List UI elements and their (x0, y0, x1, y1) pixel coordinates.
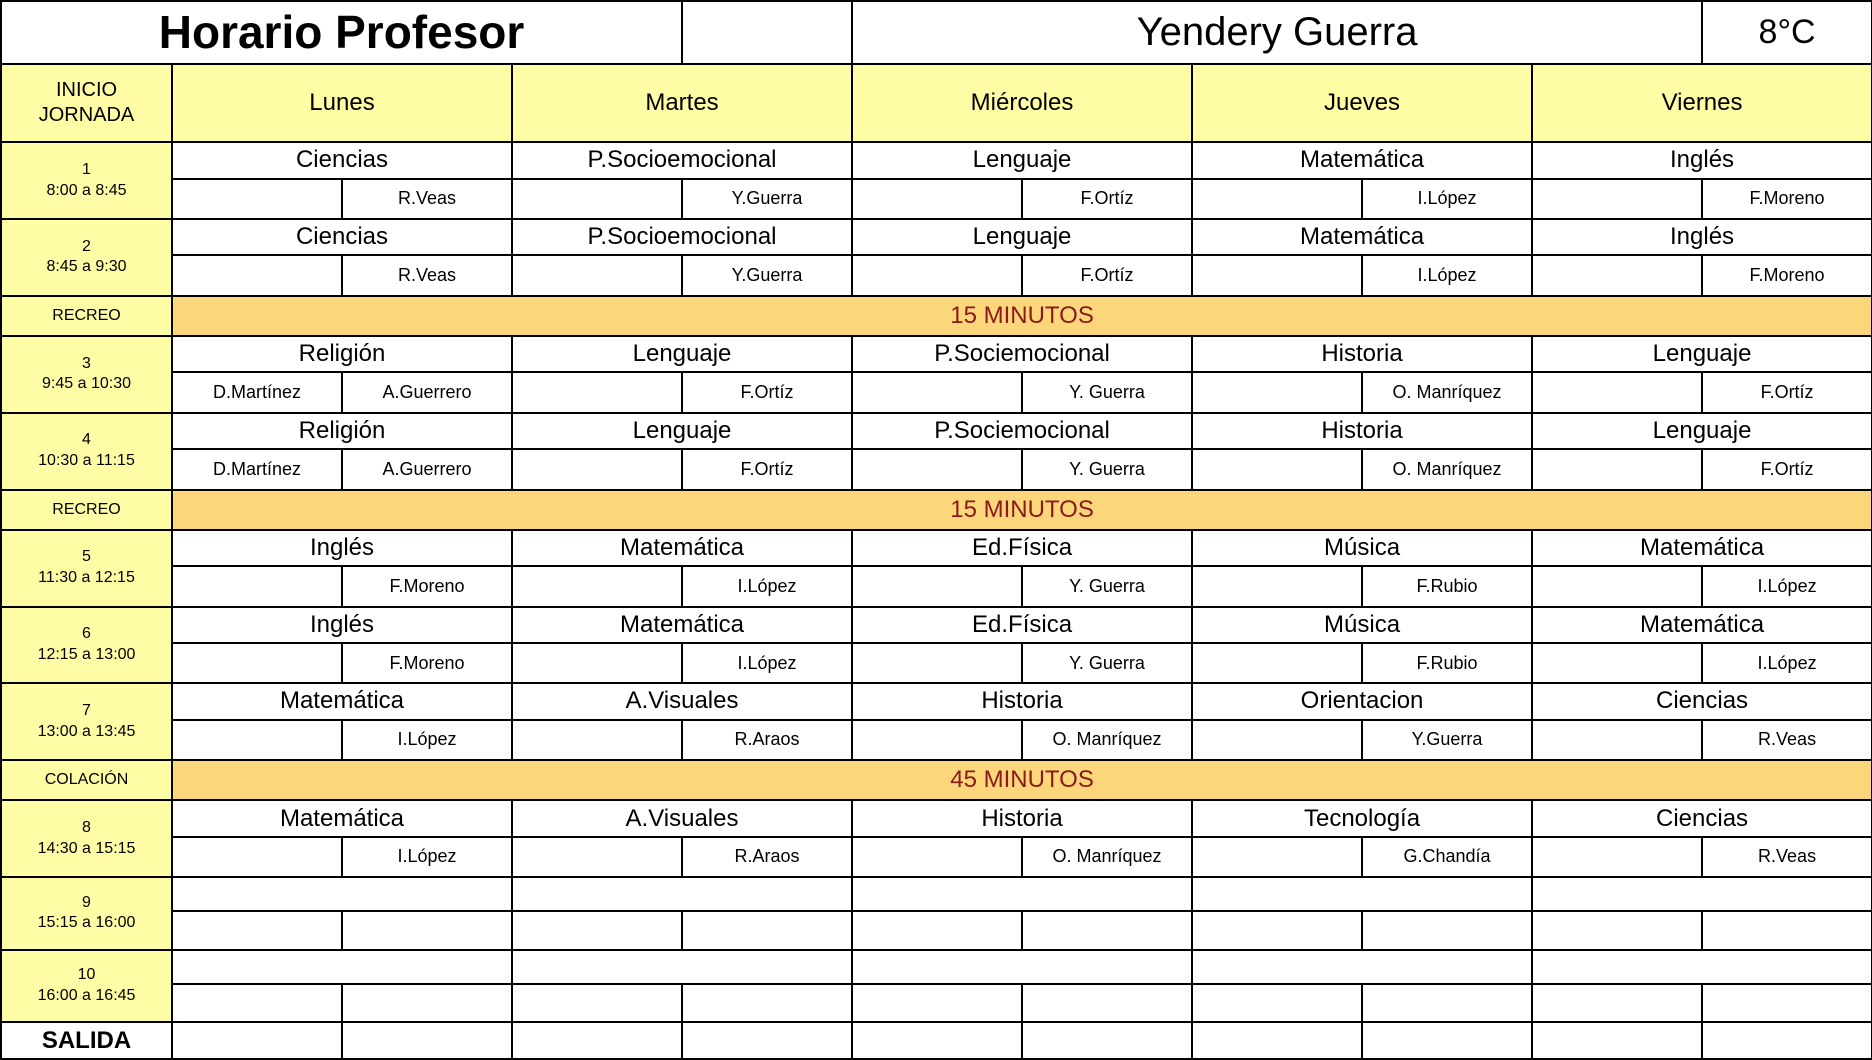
teacher-cell-right: Y.Guerra (682, 255, 852, 295)
subject-cell: Ed.Física (852, 530, 1192, 566)
teacher-cell-right: F.Ortíz (1022, 179, 1192, 219)
period-time: 8:45 a 9:30 (46, 258, 127, 276)
teacher-cell-left (172, 643, 342, 683)
teacher-cell-left: D.Martínez (172, 449, 342, 489)
subject-cell (1532, 950, 1872, 984)
day-header: Jueves (1192, 64, 1532, 143)
teacher-cell-left (512, 372, 682, 412)
subject-cell: Ed.Física (852, 607, 1192, 643)
exit-empty-cell (512, 1022, 682, 1059)
day-header: Miércoles (852, 64, 1192, 143)
teacher-cell-left (1532, 255, 1702, 295)
period-number: 1 (82, 160, 91, 178)
subject-cell (512, 877, 852, 911)
subject-cell: Ciencias (172, 142, 512, 178)
teacher-name: Yendery Guerra (852, 1, 1702, 64)
subject-cell: Historia (1192, 336, 1532, 372)
period-subject-row (1, 336, 1872, 372)
period-label (1, 219, 172, 296)
teacher-cell-left (852, 255, 1022, 295)
teacher-cell-left (1192, 566, 1362, 606)
subject-cell: Inglés (172, 530, 512, 566)
subject-cell (852, 877, 1192, 911)
period-teacher-row (1, 566, 1872, 606)
teacher-cell-right: Y. Guerra (1022, 449, 1192, 489)
exit-empty-cell (1532, 1022, 1702, 1059)
subject-cell: Lenguaje (1532, 336, 1872, 372)
exit-empty-cell (1022, 1022, 1192, 1059)
teacher-cell-right: F.Ortíz (1702, 372, 1872, 412)
subject-cell (852, 950, 1192, 984)
subject-cell: P.Sociemocional (852, 413, 1192, 449)
teacher-cell-left (852, 449, 1022, 489)
period-teacher-row (1, 372, 1872, 412)
subject-cell (172, 877, 512, 911)
teacher-cell-right: F.Moreno (342, 643, 512, 683)
subject-cell: P.Socioemocional (512, 219, 852, 255)
teacher-cell-right: O. Manríquez (1362, 372, 1532, 412)
teacher-cell-left (172, 179, 342, 219)
teacher-cell-left (172, 566, 342, 606)
subject-cell: Religión (172, 336, 512, 372)
period-time: 15:15 a 16:00 (37, 914, 136, 932)
subject-cell: Matemática (1532, 530, 1872, 566)
subject-cell: Religión (172, 413, 512, 449)
teacher-cell-left (852, 179, 1022, 219)
teacher-cell-left (852, 643, 1022, 683)
teacher-cell-right: I.López (1362, 179, 1532, 219)
teacher-cell-right (682, 911, 852, 949)
period-label (1, 877, 172, 950)
teacher-cell-right: O. Manríquez (1022, 720, 1192, 760)
teacher-cell-left (172, 255, 342, 295)
period-time: 12:15 a 13:00 (37, 645, 136, 663)
teacher-cell-left (1532, 566, 1702, 606)
period-label (1, 336, 172, 413)
period-label (1, 530, 172, 607)
start-label (1, 64, 172, 143)
teacher-cell-right: Y.Guerra (1362, 720, 1532, 760)
period-teacher-row (1, 255, 1872, 295)
teacher-cell-right: F.Moreno (342, 566, 512, 606)
period-teacher-row (1, 720, 1872, 760)
teacher-cell-left (512, 984, 682, 1022)
break-label: COLACIÓN (1, 760, 172, 800)
break-label: RECREO (1, 296, 172, 336)
teacher-cell-left (1192, 372, 1362, 412)
teacher-cell-left (1532, 984, 1702, 1022)
subject-cell: A.Visuales (512, 800, 852, 836)
teacher-cell-right (1702, 984, 1872, 1022)
header-row (1, 1, 1872, 64)
teacher-cell-right: F.Ortíz (682, 372, 852, 412)
period-subject-row (1, 219, 1872, 255)
period-teacher-row (1, 643, 1872, 683)
teacher-cell-left (172, 984, 342, 1022)
subject-cell: Matemática (512, 530, 852, 566)
subject-cell (1192, 950, 1532, 984)
subject-cell: Historia (1192, 413, 1532, 449)
teacher-cell-right: A.Guerrero (342, 449, 512, 489)
day-header: Viernes (1532, 64, 1872, 143)
teacher-cell-right: F.Ortíz (1702, 449, 1872, 489)
period-number: 2 (82, 237, 91, 255)
header-blank-cell (682, 1, 852, 64)
subject-cell: Inglés (172, 607, 512, 643)
teacher-cell-left (1192, 911, 1362, 949)
teacher-cell-left (1532, 372, 1702, 412)
day-header: Lunes (172, 64, 512, 143)
teacher-cell-right: I.López (1362, 255, 1532, 295)
teacher-cell-right (342, 911, 512, 949)
teacher-cell-left (1192, 449, 1362, 489)
subject-cell: Música (1192, 607, 1532, 643)
exit-empty-cell (682, 1022, 852, 1059)
teacher-cell-left (1532, 911, 1702, 949)
teacher-cell-left (512, 566, 682, 606)
break-row (1, 760, 1872, 800)
teacher-cell-left (512, 255, 682, 295)
teacher-cell-right: F.Moreno (1702, 179, 1872, 219)
period-time: 14:30 a 15:15 (37, 839, 136, 857)
period-number: 8 (82, 818, 91, 836)
teacher-cell-left (512, 449, 682, 489)
break-duration: 15 MINUTOS (172, 490, 1872, 530)
subject-cell: Matemática (1532, 607, 1872, 643)
period-label (1, 413, 172, 490)
page-title: Horario Profesor (1, 1, 682, 64)
period-teacher-row (1, 179, 1872, 219)
teacher-cell-right: I.López (682, 643, 852, 683)
teacher-cell-right: A.Guerrero (342, 372, 512, 412)
teacher-cell-left (512, 911, 682, 949)
subject-cell: Historia (852, 683, 1192, 719)
teacher-cell-right: I.López (1702, 643, 1872, 683)
exit-empty-cell (342, 1022, 512, 1059)
teacher-cell-right: I.López (342, 837, 512, 877)
teacher-cell-left (852, 837, 1022, 877)
teacher-cell-left (1192, 255, 1362, 295)
teacher-cell-right: F.Rubio (1362, 566, 1532, 606)
teacher-cell-left (1192, 643, 1362, 683)
teacher-cell-right: G.Chandía (1362, 837, 1532, 877)
start-label-line1: INICIO (55, 78, 118, 101)
teacher-cell-left (512, 720, 682, 760)
teacher-cell-left (512, 837, 682, 877)
period-subject-row (1, 877, 1872, 911)
subject-cell: P.Socioemocional (512, 142, 852, 178)
teacher-cell-right: R.Araos (682, 720, 852, 760)
period-time: 11:30 a 12:15 (38, 569, 135, 587)
exit-empty-cell (1192, 1022, 1362, 1059)
days-row (1, 64, 1872, 143)
break-label: RECREO (1, 490, 172, 530)
subject-cell: Inglés (1532, 219, 1872, 255)
subject-cell: Lenguaje (512, 336, 852, 372)
period-number: 4 (82, 431, 91, 449)
subject-cell: Ciencias (172, 219, 512, 255)
teacher-cell-right: R.Veas (342, 255, 512, 295)
teacher-cell-right: Y. Guerra (1022, 372, 1192, 412)
period-teacher-row (1, 837, 1872, 877)
teacher-cell-right (1022, 984, 1192, 1022)
period-number: 3 (82, 354, 91, 372)
teacher-cell-right: Y.Guerra (682, 179, 852, 219)
teacher-cell-right: O. Manríquez (1362, 449, 1532, 489)
period-time: 16:00 a 16:45 (37, 987, 136, 1005)
period-subject-row (1, 413, 1872, 449)
teacher-cell-right: Y. Guerra (1022, 566, 1192, 606)
teacher-cell-left (1532, 837, 1702, 877)
day-header: Martes (512, 64, 852, 143)
subject-cell (172, 950, 512, 984)
teacher-cell-right: R.Veas (1702, 837, 1872, 877)
teacher-cell-left (852, 566, 1022, 606)
subject-cell (1532, 877, 1872, 911)
period-number: 10 (77, 966, 96, 984)
period-time: 13:00 a 13:45 (37, 722, 136, 740)
subject-cell: Matemática (512, 607, 852, 643)
teacher-cell-left (172, 720, 342, 760)
subject-cell: P.Sociemocional (852, 336, 1192, 372)
teacher-cell-right: F.Moreno (1702, 255, 1872, 295)
teacher-cell-right (682, 984, 852, 1022)
teacher-cell-left (512, 179, 682, 219)
subject-cell: Lenguaje (512, 413, 852, 449)
teacher-cell-right: Y. Guerra (1022, 643, 1192, 683)
period-label (1, 950, 172, 1023)
teacher-cell-left (1532, 179, 1702, 219)
period-subject-row (1, 950, 1872, 984)
exit-empty-cell (1702, 1022, 1872, 1059)
period-teacher-row (1, 984, 1872, 1022)
subject-cell: Ciencias (1532, 800, 1872, 836)
teacher-cell-right: F.Ortíz (682, 449, 852, 489)
period-teacher-row (1, 911, 1872, 949)
teacher-cell-right: R.Veas (1702, 720, 1872, 760)
teacher-cell-right (1362, 984, 1532, 1022)
teacher-cell-left (1192, 984, 1362, 1022)
period-number: 7 (82, 701, 91, 719)
exit-empty-cell (172, 1022, 342, 1059)
subject-cell: Lenguaje (1532, 413, 1872, 449)
teacher-cell-right: R.Araos (682, 837, 852, 877)
period-label (1, 683, 172, 760)
exit-label: SALIDA (1, 1022, 172, 1059)
subject-cell: A.Visuales (512, 683, 852, 719)
subject-cell (512, 950, 852, 984)
period-label (1, 800, 172, 877)
teacher-cell-right (1022, 911, 1192, 949)
period-subject-row (1, 607, 1872, 643)
teacher-cell-right: I.López (682, 566, 852, 606)
period-subject-row (1, 530, 1872, 566)
subject-cell: Inglés (1532, 142, 1872, 178)
teacher-cell-right: O. Manríquez (1022, 837, 1192, 877)
teacher-cell-left (1192, 179, 1362, 219)
break-duration: 45 MINUTOS (172, 760, 1872, 800)
subject-cell: Matemática (1192, 219, 1532, 255)
teacher-cell-left (1192, 720, 1362, 760)
period-number: 9 (82, 893, 91, 911)
teacher-cell-right: F.Rubio (1362, 643, 1532, 683)
teacher-cell-left (852, 372, 1022, 412)
period-label (1, 142, 172, 219)
teacher-cell-left (852, 720, 1022, 760)
start-label-line2: JORNADA (38, 103, 135, 126)
teacher-cell-right (1362, 911, 1532, 949)
subject-cell: Historia (852, 800, 1192, 836)
teacher-cell-left (1192, 837, 1362, 877)
exit-empty-cell (1362, 1022, 1532, 1059)
break-row (1, 296, 1872, 336)
break-duration: 15 MINUTOS (172, 296, 1872, 336)
teacher-cell-right: R.Veas (342, 179, 512, 219)
teacher-cell-left: D.Martínez (172, 372, 342, 412)
teacher-cell-left (1532, 643, 1702, 683)
period-label (1, 607, 172, 684)
subject-cell: Ciencias (1532, 683, 1872, 719)
subject-cell: Matemática (172, 800, 512, 836)
period-time: 10:30 a 11:15 (38, 452, 135, 470)
teacher-cell-left (1532, 449, 1702, 489)
teacher-cell-left (1532, 720, 1702, 760)
teacher-cell-left (172, 911, 342, 949)
subject-cell: Tecnología (1192, 800, 1532, 836)
subject-cell: Lenguaje (852, 219, 1192, 255)
teacher-cell-right: I.López (1702, 566, 1872, 606)
period-teacher-row (1, 449, 1872, 489)
exit-empty-cell (852, 1022, 1022, 1059)
period-number: 5 (82, 548, 91, 566)
period-subject-row (1, 683, 1872, 719)
subject-cell (1192, 877, 1532, 911)
teacher-cell-left (512, 643, 682, 683)
period-time: 8:00 a 8:45 (46, 181, 127, 199)
temperature-display: 8°C (1702, 1, 1872, 64)
exit-row (1, 1022, 1872, 1059)
subject-cell: Música (1192, 530, 1532, 566)
subject-cell: Orientacion (1192, 683, 1532, 719)
teacher-cell-right (1702, 911, 1872, 949)
subject-cell: Matemática (172, 683, 512, 719)
period-time: 9:45 a 10:30 (42, 375, 131, 393)
period-subject-row (1, 142, 1872, 178)
subject-cell: Matemática (1192, 142, 1532, 178)
teacher-cell-left (172, 837, 342, 877)
teacher-cell-left (852, 984, 1022, 1022)
period-subject-row (1, 800, 1872, 836)
period-number: 6 (82, 625, 91, 643)
teacher-cell-right: F.Ortíz (1022, 255, 1192, 295)
teacher-cell-right (342, 984, 512, 1022)
break-row (1, 490, 1872, 530)
subject-cell: Lenguaje (852, 142, 1192, 178)
teacher-cell-right: I.López (342, 720, 512, 760)
teacher-cell-left (852, 911, 1022, 949)
